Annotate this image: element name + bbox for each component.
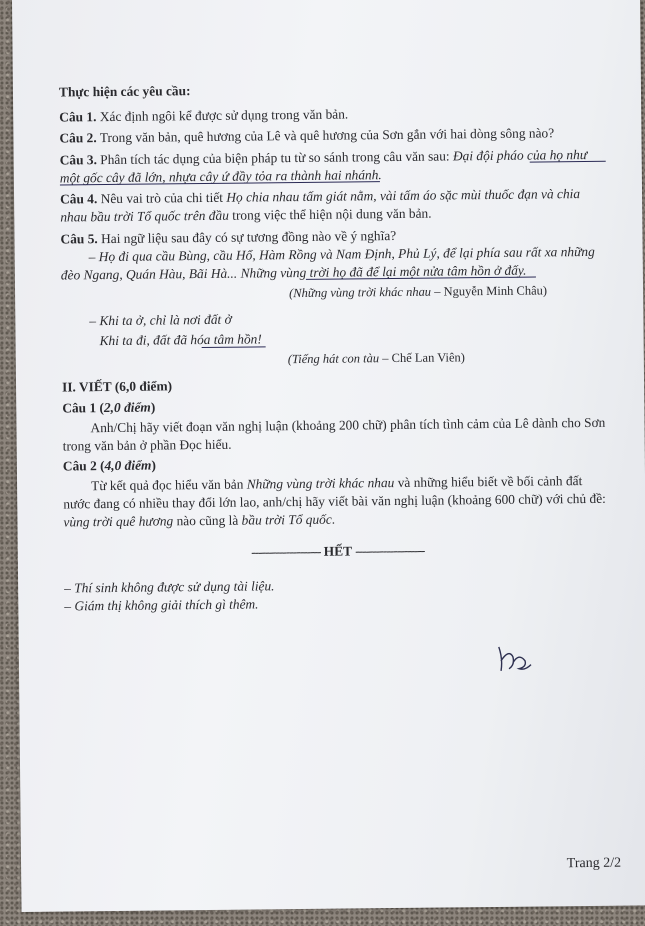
end-mark: [64, 540, 612, 564]
text-italic: bầu trời Tổ quốc: [241, 511, 332, 528]
detail-quote-cont: nhau bầu trời Tổ quốc trên đầu: [60, 207, 229, 225]
q-close: ): [151, 457, 156, 473]
part-2-q2-line-2: nước đang có nhiều thay đổi lớn lao, anh/chị hãy viết bài văn nghị luận (khoảng 600 chữ) với chủ đề:: [63, 490, 606, 512]
part-2-q1-label: [62, 399, 155, 418]
handwritten-signature: [495, 643, 535, 677]
text: .: [331, 511, 336, 527]
note-1: – Thí sinh không được sử dụng tài liệu.: [64, 578, 275, 596]
exam-paper: [12, 0, 645, 912]
page-number: Trang 2/2: [566, 855, 622, 872]
q-close: ): [150, 399, 156, 415]
quoted-sentence-cont: một gốc cây đã lớn, nhựa cây ứ đầy tỏa ra thành hai nhánh.: [59, 167, 382, 186]
question-label: Câu 4.: [60, 191, 98, 207]
excerpt-1-line-1: – Họ đi qua cầu Bùng, cầu Hổ, Hàm Rồng và Nam Định, Phủ Lý, để lại phía sau rất xa những: [88, 243, 595, 265]
question-label: Câu 3.: [59, 152, 97, 168]
source-author: – Nguyễn Minh Châu): [430, 283, 548, 299]
part-2-q1-line-2: trong văn bản ở phần Đọc hiểu.: [62, 436, 232, 454]
source-title: (Những vùng trời khác nhau: [289, 284, 432, 301]
question-4-cont: [60, 205, 431, 227]
question-1: [59, 105, 348, 126]
q-points: 2,0 điểm: [103, 399, 151, 416]
text: nào cũng là: [173, 512, 242, 529]
question-2: [59, 124, 554, 147]
question-text: Trong văn bản, quê hương của Lê và quê hương của Sơn gắn với hai dòng sông nào?: [96, 125, 555, 146]
question-text: Nêu vai trò của chi tiết: [97, 189, 227, 207]
q-label: Câu 1 (: [62, 400, 105, 416]
question-text: Hai ngữ liệu sau đây có sự tương đồng nào về ý nghĩa?: [97, 227, 397, 247]
dash-rule: --------------------: [251, 543, 321, 560]
excerpt-2-source: [288, 348, 465, 368]
excerpt-2-line-2: Khi ta đi, đất đã hóa tâm hồn!: [99, 331, 262, 349]
text: Từ kết quả đọc hiểu văn bản: [91, 476, 247, 494]
detail-quote: Họ chia nhau tấm giát nằm, vài tấm áo sặc mùi thuốc đạn và chia: [226, 186, 581, 205]
q-points: 4,0 điểm: [104, 457, 152, 474]
excerpt-1-source: [289, 281, 547, 302]
part-2-q2-line-3: [63, 511, 335, 532]
part-2-q1-line-1: Anh/Chị hãy viết đoạn văn nghị luận (khoảng 200 chữ) phân tích tình cảm của Lê dành cho Sơn: [90, 414, 606, 436]
note-2: – Giám thị không giải thích gì thêm.: [64, 596, 259, 614]
question-text: Phân tích tác dụng của biện pháp tu từ so sánh trong câu văn sau:: [96, 148, 454, 168]
part-2-title: II. VIẾT (6,0 điểm): [61, 378, 173, 395]
text-italic: vùng trời quê hương: [63, 513, 174, 530]
text-italic: Những vùng trời khác nhau: [246, 475, 395, 492]
question-label: Câu 5.: [60, 231, 98, 247]
text: và những hiểu biết về bối cảnh đất: [394, 473, 583, 491]
source-title: (Tiếng hát con tàu: [287, 351, 380, 367]
part-2-q2-label: [63, 457, 156, 476]
question-label: Câu 1.: [59, 109, 97, 125]
excerpt-1-line-2: đèo Ngang, Quán Hàu, Bãi Hà... Những vùng trời họ đã để lại một nửa tâm hồn ở đấy.: [60, 262, 527, 283]
question-tail: trong việc thể hiện nội dung văn bản.: [228, 205, 432, 223]
dash-rule: --------------------: [355, 542, 425, 559]
end-text: HẾT: [320, 543, 356, 559]
excerpt-2-line-1: – Khi ta ở, chỉ là nơi đất ở: [89, 311, 232, 329]
question-label: Câu 2.: [59, 130, 97, 146]
q-label: Câu 2 (: [62, 458, 105, 474]
quoted-sentence: Đại đội pháo của họ như: [452, 146, 588, 164]
source-author: – Chế Lan Viên): [379, 350, 465, 366]
section-intro: Thực hiện các yêu cầu:: [58, 83, 191, 100]
exam-content: [58, 78, 607, 614]
question-text: Xác định ngôi kể được sử dụng trong văn bản.: [96, 106, 349, 125]
